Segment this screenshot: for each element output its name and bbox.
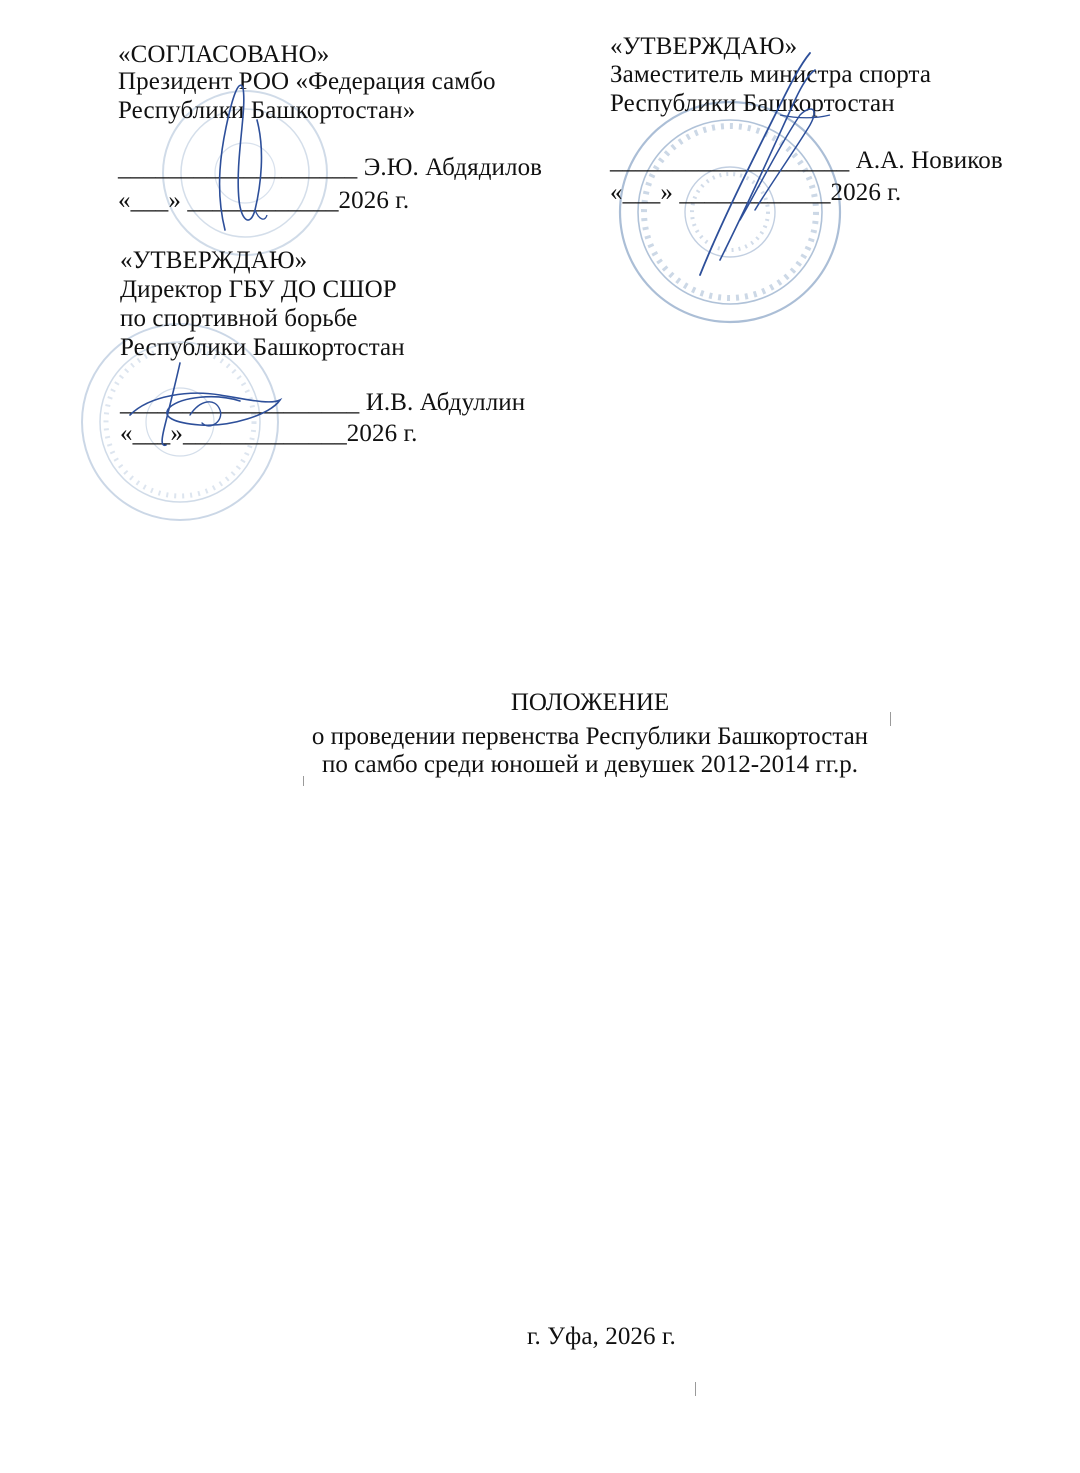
deputy-date-line: «___» ____________2026 г. — [610, 179, 902, 206]
deputy-heading: «УТВЕРЖДАЮ» — [610, 33, 798, 60]
deputy-signature-line: ___________________ А.А. Новиков — [610, 147, 1003, 174]
director-position-line-3: Республики Башкортостан — [120, 334, 405, 361]
document-title: ПОЛОЖЕНИЕ — [510, 689, 670, 716]
agreed-heading: «СОГЛАСОВАНО» — [118, 41, 330, 68]
director-date-line: «___»_____________2026 г. — [120, 420, 418, 447]
deputy-position-line-2: Республики Башкортостан — [610, 90, 895, 117]
document-subtitle-line-1: о проведении первенства Республики Башкортостан — [311, 723, 869, 750]
document-subtitle-line-2: по самбо среди юношей и девушек 2012-2014 гг.р. — [321, 751, 859, 778]
director-signature-line: ___________________ И.В. Абдуллин — [120, 389, 526, 416]
scan-mark — [695, 1382, 696, 1396]
agreed-position-line-2: Республики Башкортостан» — [118, 97, 416, 124]
director-heading: «УТВЕРЖДАЮ» — [120, 247, 308, 274]
deputy-position-line-1: Заместитель министра спорта — [610, 61, 932, 88]
director-position-line-1: Директор ГБУ ДО СШОР — [120, 276, 397, 303]
place-date: г. Уфа, 2026 г. — [527, 1323, 676, 1350]
agreed-signature-line: ___________________ Э.Ю. Абдядилов — [118, 154, 543, 181]
scan-mark — [890, 712, 891, 726]
agreed-position-line-1: Президент РОО «Федерация самбо — [118, 68, 496, 95]
ministry-stamp-icon — [605, 95, 855, 330]
scan-mark — [303, 776, 304, 786]
director-position-line-2: по спортивной борьбе — [120, 305, 358, 332]
agreed-date-line: «___» ____________2026 г. — [118, 187, 410, 214]
